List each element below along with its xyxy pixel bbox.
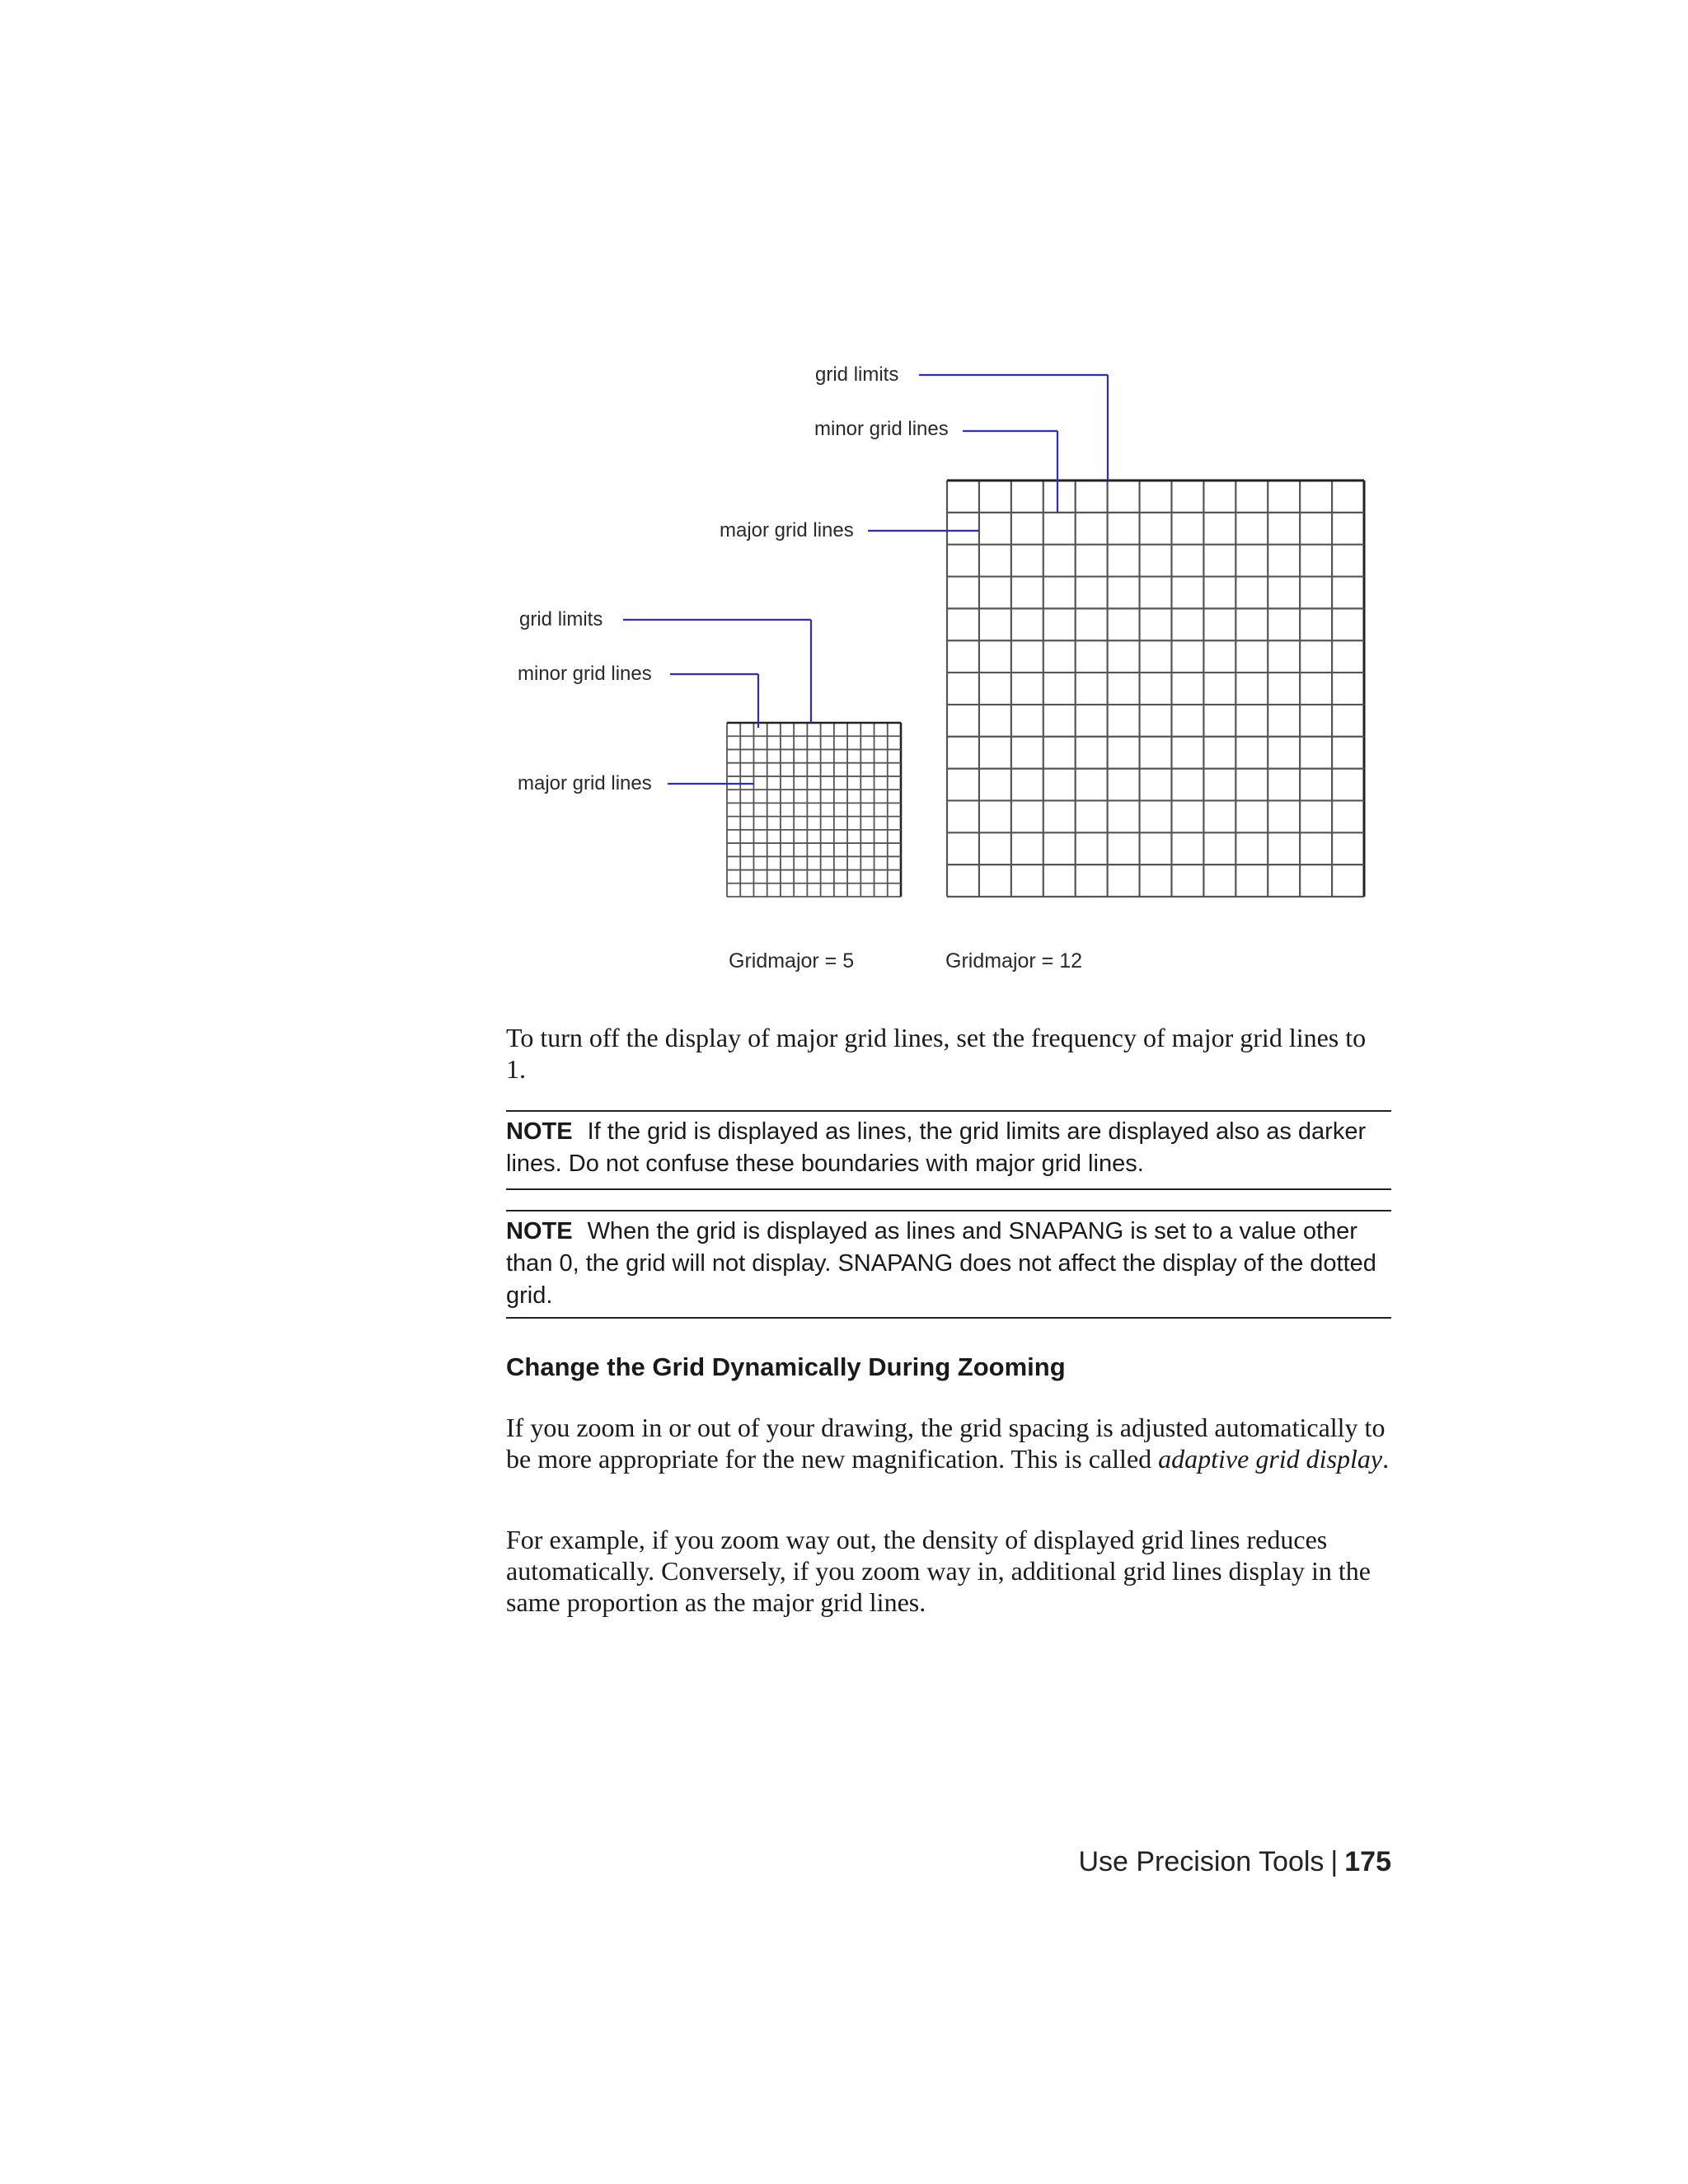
large-grid-caption: Gridmajor = 12 xyxy=(945,949,1083,972)
footer-separator: | xyxy=(1330,1846,1339,1877)
note-text: If the grid is displayed as lines, the grid limits are displayed also as darker lines. Do not confuse these boundaries with major grid lines. xyxy=(506,1118,1367,1177)
section-heading: Change the Grid Dynamically During Zooming xyxy=(506,1352,1066,1381)
grid-diagram xyxy=(0,0,1688,989)
paragraph-zoom-example: For example, if you zoom way out, the density of displayed grid lines reduces automatically. Conversely, if you zoom way in, additional grid lines display in the same proportion as the major grid lines. xyxy=(506,1525,1371,1617)
large-grid xyxy=(947,480,1364,897)
page-footer xyxy=(1078,1846,1391,1878)
paragraph-adaptive-grid xyxy=(506,1412,1391,1474)
adaptive-grid-text: If you zoom in or out of your drawing, the grid spacing is adjusted automatically to be more appropriate for the new magnification. This is called xyxy=(506,1413,1386,1474)
small-grid-limits-label: grid limits xyxy=(519,608,603,630)
small-major-grid-lines-label: major grid lines xyxy=(518,772,652,794)
paragraph-major-lines-off: To turn off the display of major grid lines, set the frequency of major grid lines to 1. xyxy=(506,1023,1367,1084)
large-grid-limits-label: grid limits xyxy=(815,363,899,386)
small-minor-grid-lines-label: minor grid lines xyxy=(518,663,652,685)
note-tag: NOTE xyxy=(506,1118,573,1145)
small-grid xyxy=(727,723,901,897)
note-text: When the grid is displayed as lines and SNAPANG is set to a value other than 0, the grid will not display. SNAPANG does not affect the display of the dotted grid. xyxy=(506,1218,1376,1309)
note-tag: NOTE xyxy=(506,1218,573,1244)
page-number: 175 xyxy=(1344,1846,1391,1877)
small-grid-caption: Gridmajor = 5 xyxy=(729,949,855,972)
adaptive-grid-term: adaptive grid display xyxy=(1158,1444,1383,1474)
adaptive-grid-end: . xyxy=(1382,1444,1390,1474)
large-major-grid-lines-label: major grid lines xyxy=(720,519,854,541)
note-grid-limits xyxy=(506,1110,1391,1190)
large-minor-grid-lines-label: minor grid lines xyxy=(814,418,949,440)
footer-section-title: Use Precision Tools xyxy=(1078,1846,1325,1877)
note-snapang xyxy=(506,1210,1391,1319)
